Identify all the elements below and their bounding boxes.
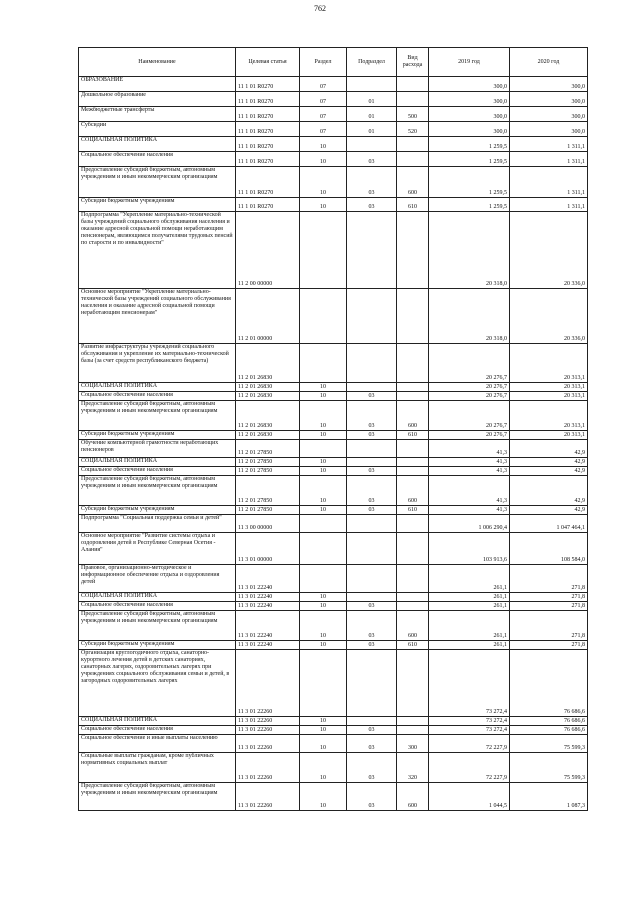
row-value-2020: 1 311,1 (510, 198, 588, 212)
row-target-code: 11 2 01 27850 (236, 458, 300, 467)
row-value-2019: 1 259,5 (429, 152, 510, 167)
row-value-2019: 41,3 (429, 506, 510, 515)
row-value-2020: 42,9 (510, 458, 588, 467)
row-name: Организация круглогодичного отдыха, санаторно-курортного лечения детей в детских санаториях, санаторных лагерях, оздоровительных лагерях при учреждениях социального обслуживания семьи и детей, в загородных оздоровительных лагерях (79, 650, 236, 717)
row-expense-type: 600 (397, 167, 429, 198)
row-value-2019: 20 276,7 (429, 401, 510, 431)
row-expense-type (397, 392, 429, 401)
row-name: Социальное обеспечение населения (79, 152, 236, 167)
row-section (300, 289, 347, 344)
row-name: Социальное обеспечение и иные выплаты населению (79, 735, 236, 753)
row-target-code: 11 3 01 22260 (236, 726, 300, 735)
row-value-2019: 103 913,6 (429, 533, 510, 565)
row-target-code: 11 1 01 R0270 (236, 137, 300, 152)
row-value-2020: 300,0 (510, 107, 588, 122)
row-value-2019: 20 276,7 (429, 431, 510, 440)
row-value-2019: 20 276,7 (429, 383, 510, 392)
row-value-2019: 261,1 (429, 611, 510, 641)
row-value-2020: 42,9 (510, 506, 588, 515)
table-row (79, 431, 588, 440)
row-section: 10 (300, 506, 347, 515)
row-value-2019: 1 259,5 (429, 167, 510, 198)
row-name: Социальное обеспечение населения (79, 467, 236, 476)
table-row (79, 565, 588, 593)
row-value-2019: 41,3 (429, 476, 510, 506)
page-number: 762 (314, 4, 326, 13)
row-section: 10 (300, 735, 347, 753)
row-section: 10 (300, 392, 347, 401)
row-expense-type (397, 77, 429, 92)
row-expense-type (397, 458, 429, 467)
table-row (79, 401, 588, 431)
table-row (79, 212, 588, 289)
table-row (79, 152, 588, 167)
row-target-code: 11 3 01 22240 (236, 593, 300, 602)
row-value-2019: 300,0 (429, 77, 510, 92)
table-row (79, 602, 588, 611)
col-header-vr: Вид расхода (397, 48, 429, 77)
table-row (79, 344, 588, 383)
row-subsection: 03 (347, 506, 397, 515)
row-value-2019: 300,0 (429, 122, 510, 137)
row-subsection: 01 (347, 107, 397, 122)
row-subsection: 03 (347, 467, 397, 476)
row-target-code: 11 3 00 00000 (236, 515, 300, 533)
row-value-2019: 300,0 (429, 92, 510, 107)
row-target-code: 11 2 01 27850 (236, 467, 300, 476)
row-value-2020: 20 313,1 (510, 401, 588, 431)
row-name: СОЦИАЛЬНАЯ ПОЛИТИКА (79, 383, 236, 392)
row-name: Субсидии бюджетным учреждениям (79, 506, 236, 515)
table-row (79, 515, 588, 533)
table-row (79, 533, 588, 565)
row-value-2020: 20 336,0 (510, 212, 588, 289)
row-expense-type (397, 533, 429, 565)
row-section: 10 (300, 467, 347, 476)
row-name: Развитие инфраструктуры учреждений социального обслуживания и укрепление их материально-технической базы (за счет средств республиканского бюджета) (79, 344, 236, 383)
row-section: 10 (300, 458, 347, 467)
table-row (79, 611, 588, 641)
row-target-code: 11 3 01 22260 (236, 650, 300, 717)
row-value-2020: 75 599,3 (510, 753, 588, 783)
row-value-2019: 261,1 (429, 641, 510, 650)
row-subsection (347, 533, 397, 565)
row-value-2020: 300,0 (510, 122, 588, 137)
row-name: Предоставление субсидий бюджетным, автономным учреждениям и иным некоммерческим организациям (79, 167, 236, 198)
row-value-2020: 42,9 (510, 476, 588, 506)
row-name: Обучение компьютерной грамотности неработающих пенсионеров (79, 440, 236, 458)
row-expense-type: 600 (397, 476, 429, 506)
col-header-subsection: Подраздел (347, 48, 397, 77)
row-expense-type: 610 (397, 506, 429, 515)
row-value-2019: 1 259,5 (429, 198, 510, 212)
row-value-2019: 72 227,9 (429, 753, 510, 783)
row-target-code: 11 3 01 00000 (236, 533, 300, 565)
row-subsection: 01 (347, 92, 397, 107)
row-value-2020: 1 047 464,1 (510, 515, 588, 533)
row-expense-type: 320 (397, 753, 429, 783)
row-name: Субсидии (79, 122, 236, 137)
row-target-code: 11 1 01 R0270 (236, 152, 300, 167)
row-section: 10 (300, 783, 347, 811)
row-target-code: 11 1 01 R0270 (236, 122, 300, 137)
row-value-2020: 20 313,1 (510, 431, 588, 440)
table-row (79, 593, 588, 602)
row-subsection: 03 (347, 392, 397, 401)
row-name: Социальное обеспечение населения (79, 602, 236, 611)
row-target-code: 11 3 01 22240 (236, 602, 300, 611)
row-value-2019: 1 259,5 (429, 137, 510, 152)
row-expense-type (397, 593, 429, 602)
row-value-2020: 1 311,1 (510, 152, 588, 167)
table-row (79, 198, 588, 212)
row-target-code: 11 3 01 22260 (236, 783, 300, 811)
row-expense-type (397, 383, 429, 392)
row-section: 10 (300, 152, 347, 167)
budget-table (78, 47, 588, 811)
row-subsection: 03 (347, 167, 397, 198)
row-value-2019: 20 276,7 (429, 344, 510, 383)
table-header-row (79, 48, 588, 77)
table-row (79, 122, 588, 137)
row-value-2019: 20 276,7 (429, 392, 510, 401)
row-name: Предоставление субсидий бюджетным, автономным учреждениям и иным некоммерческим организациям (79, 476, 236, 506)
row-name: Основное мероприятие "Развитие системы отдыха и оздоровления детей в Республике Северная Осетия - Алания" (79, 533, 236, 565)
row-section (300, 650, 347, 717)
row-expense-type (397, 440, 429, 458)
table-row (79, 77, 588, 92)
row-subsection (347, 212, 397, 289)
row-expense-type: 520 (397, 122, 429, 137)
row-value-2019: 41,3 (429, 458, 510, 467)
table-row (79, 383, 588, 392)
row-subsection: 03 (347, 735, 397, 753)
row-subsection (347, 383, 397, 392)
table-row (79, 440, 588, 458)
row-name: Подпрограмма "Укрепление материально-технической базы учреждений социального обслуживания населения и оказание адресной социальной помощи неработающим пенсионерам, являющимся получателями трудовых пенсий по старости и по инвалидности" (79, 212, 236, 289)
row-expense-type (397, 137, 429, 152)
row-name: Подпрограмма "Социальная поддержка семьи и детей" (79, 515, 236, 533)
row-section: 10 (300, 167, 347, 198)
table-row (79, 92, 588, 107)
row-section: 10 (300, 198, 347, 212)
row-name: Социальное обеспечение населения (79, 726, 236, 735)
row-expense-type: 610 (397, 431, 429, 440)
row-expense-type (397, 152, 429, 167)
row-value-2020: 20 336,0 (510, 289, 588, 344)
row-value-2019: 72 227,9 (429, 735, 510, 753)
table-row (79, 641, 588, 650)
table-row (79, 167, 588, 198)
row-section (300, 344, 347, 383)
row-target-code: 11 2 00 00000 (236, 212, 300, 289)
row-name: Субсидии бюджетным учреждениям (79, 198, 236, 212)
col-header-code: Целевая статья (236, 48, 300, 77)
row-subsection (347, 458, 397, 467)
row-value-2019: 41,3 (429, 467, 510, 476)
row-target-code: 11 2 01 00000 (236, 289, 300, 344)
row-expense-type (397, 565, 429, 593)
row-expense-type (397, 515, 429, 533)
row-value-2020: 20 313,1 (510, 344, 588, 383)
row-subsection: 03 (347, 152, 397, 167)
row-value-2019: 20 318,0 (429, 212, 510, 289)
table-row (79, 392, 588, 401)
row-value-2019: 261,1 (429, 593, 510, 602)
row-expense-type: 600 (397, 783, 429, 811)
row-section: 07 (300, 107, 347, 122)
row-subsection (347, 77, 397, 92)
table-row (79, 107, 588, 122)
row-target-code: 11 1 01 R0270 (236, 167, 300, 198)
row-subsection (347, 289, 397, 344)
row-expense-type: 610 (397, 641, 429, 650)
row-value-2019: 73 272,4 (429, 650, 510, 717)
row-target-code: 11 2 01 27850 (236, 440, 300, 458)
row-section: 10 (300, 383, 347, 392)
row-section: 10 (300, 717, 347, 726)
row-expense-type: 500 (397, 107, 429, 122)
table-row (79, 137, 588, 152)
row-subsection: 03 (347, 783, 397, 811)
row-name: Предоставление субсидий бюджетным, автономным учреждениям и иным некоммерческим организациям (79, 611, 236, 641)
row-section (300, 440, 347, 458)
row-value-2020: 1 311,1 (510, 167, 588, 198)
row-subsection: 03 (347, 476, 397, 506)
row-expense-type (397, 344, 429, 383)
row-name: СОЦИАЛЬНАЯ ПОЛИТИКА (79, 593, 236, 602)
row-value-2020: 271,8 (510, 565, 588, 593)
col-header-name: Наименование (79, 48, 236, 77)
row-name: СОЦИАЛЬНАЯ ПОЛИТИКА (79, 137, 236, 152)
row-target-code: 11 2 01 26830 (236, 392, 300, 401)
row-value-2020: 108 584,0 (510, 533, 588, 565)
row-subsection: 03 (347, 602, 397, 611)
row-name: СОЦИАЛЬНАЯ ПОЛИТИКА (79, 717, 236, 726)
row-value-2020: 300,0 (510, 77, 588, 92)
row-expense-type (397, 650, 429, 717)
table-row (79, 735, 588, 753)
row-subsection (347, 344, 397, 383)
row-value-2020: 271,8 (510, 593, 588, 602)
table-row (79, 458, 588, 467)
row-value-2020: 1 311,1 (510, 137, 588, 152)
row-section (300, 515, 347, 533)
row-subsection: 01 (347, 122, 397, 137)
row-value-2020: 76 686,6 (510, 650, 588, 717)
row-target-code: 11 3 01 22240 (236, 611, 300, 641)
row-value-2020: 20 313,1 (510, 392, 588, 401)
table-row (79, 289, 588, 344)
row-target-code: 11 2 01 26830 (236, 401, 300, 431)
row-section: 07 (300, 122, 347, 137)
row-section: 07 (300, 92, 347, 107)
row-section: 10 (300, 611, 347, 641)
row-value-2019: 20 318,0 (429, 289, 510, 344)
row-target-code: 11 2 01 26830 (236, 383, 300, 392)
row-value-2019: 73 272,4 (429, 726, 510, 735)
row-expense-type (397, 717, 429, 726)
row-section: 10 (300, 726, 347, 735)
row-subsection (347, 515, 397, 533)
row-target-code: 11 3 01 22260 (236, 717, 300, 726)
row-section: 10 (300, 753, 347, 783)
row-target-code: 11 1 01 R0270 (236, 107, 300, 122)
row-subsection: 03 (347, 401, 397, 431)
row-target-code: 11 2 01 26830 (236, 344, 300, 383)
row-expense-type (397, 726, 429, 735)
row-value-2019: 261,1 (429, 602, 510, 611)
row-value-2020: 271,8 (510, 641, 588, 650)
row-target-code: 11 3 01 22260 (236, 753, 300, 783)
table-row (79, 650, 588, 717)
row-section: 10 (300, 137, 347, 152)
table-row (79, 506, 588, 515)
row-subsection: 03 (347, 641, 397, 650)
row-value-2020: 75 599,3 (510, 735, 588, 753)
row-expense-type (397, 602, 429, 611)
row-name: Субсидии бюджетным учреждениям (79, 431, 236, 440)
row-value-2020: 42,9 (510, 440, 588, 458)
row-target-code: 11 3 01 22240 (236, 641, 300, 650)
row-value-2020: 1 087,3 (510, 783, 588, 811)
row-target-code: 11 2 01 27850 (236, 506, 300, 515)
row-name: СОЦИАЛЬНАЯ ПОЛИТИКА (79, 458, 236, 467)
col-header-section: Раздел (300, 48, 347, 77)
row-expense-type (397, 467, 429, 476)
table-row (79, 467, 588, 476)
row-section (300, 212, 347, 289)
row-target-code: 11 1 01 R0270 (236, 77, 300, 92)
row-value-2020: 42,9 (510, 467, 588, 476)
table-row (79, 783, 588, 811)
row-subsection (347, 440, 397, 458)
row-name: Правовое, организационно-методическое и информационное обеспечение отдыха и оздоровления детей (79, 565, 236, 593)
row-value-2019: 73 272,4 (429, 717, 510, 726)
row-target-code: 11 3 01 22260 (236, 735, 300, 753)
table-body (79, 77, 588, 811)
row-expense-type (397, 212, 429, 289)
row-value-2019: 41,3 (429, 440, 510, 458)
row-value-2019: 261,1 (429, 565, 510, 593)
row-subsection: 03 (347, 198, 397, 212)
row-expense-type: 600 (397, 401, 429, 431)
row-section (300, 533, 347, 565)
table-row (79, 753, 588, 783)
row-section: 10 (300, 593, 347, 602)
row-subsection: 03 (347, 611, 397, 641)
row-section: 10 (300, 431, 347, 440)
row-expense-type: 300 (397, 735, 429, 753)
row-value-2020: 76 686,6 (510, 726, 588, 735)
row-subsection (347, 565, 397, 593)
row-expense-type: 600 (397, 611, 429, 641)
row-subsection: 03 (347, 431, 397, 440)
col-header-2020: 2020 год (510, 48, 588, 77)
row-value-2019: 1 044,5 (429, 783, 510, 811)
row-section (300, 565, 347, 593)
row-subsection (347, 593, 397, 602)
row-name: Социальные выплаты гражданам, кроме публичных нормативных социальных выплат (79, 753, 236, 783)
row-expense-type: 610 (397, 198, 429, 212)
table-row (79, 726, 588, 735)
row-subsection: 03 (347, 726, 397, 735)
row-expense-type (397, 92, 429, 107)
row-value-2020: 300,0 (510, 92, 588, 107)
row-name: Предоставление субсидий бюджетным, автономным учреждениям и иным некоммерческим организациям (79, 401, 236, 431)
row-name: Субсидии бюджетным учреждениям (79, 641, 236, 650)
row-section: 07 (300, 77, 347, 92)
row-section: 10 (300, 476, 347, 506)
row-target-code: 11 3 01 22240 (236, 565, 300, 593)
row-name: Основное мероприятие "Укрепление материально-технической базы учреждений социального обслуживания населения и оказание адресной социальной помощи неработающим пенсионерам" (79, 289, 236, 344)
row-section: 10 (300, 401, 347, 431)
col-header-2019: 2019 год (429, 48, 510, 77)
row-target-code: 11 2 01 26830 (236, 431, 300, 440)
row-value-2020: 271,8 (510, 611, 588, 641)
row-value-2020: 76 686,6 (510, 717, 588, 726)
row-target-code: 11 1 01 R0270 (236, 198, 300, 212)
row-subsection (347, 137, 397, 152)
row-value-2019: 300,0 (429, 107, 510, 122)
row-subsection (347, 650, 397, 717)
row-subsection (347, 717, 397, 726)
row-value-2019: 1 006 290,4 (429, 515, 510, 533)
table-row (79, 476, 588, 506)
row-name: Дошкольное образование (79, 92, 236, 107)
row-expense-type (397, 289, 429, 344)
table-row (79, 717, 588, 726)
row-value-2020: 271,8 (510, 602, 588, 611)
row-subsection: 03 (347, 753, 397, 783)
row-name: ОБРАЗОВАНИЕ (79, 77, 236, 92)
row-section: 10 (300, 602, 347, 611)
row-target-code: 11 2 01 27850 (236, 476, 300, 506)
row-name: Социальное обеспечение населения (79, 392, 236, 401)
row-name: Межбюджетные трансферты (79, 107, 236, 122)
row-section: 10 (300, 641, 347, 650)
row-value-2020: 20 313,1 (510, 383, 588, 392)
row-target-code: 11 1 01 R0270 (236, 92, 300, 107)
row-name: Предоставление субсидий бюджетным, автономным учреждениям и иным некоммерческим организациям (79, 783, 236, 811)
